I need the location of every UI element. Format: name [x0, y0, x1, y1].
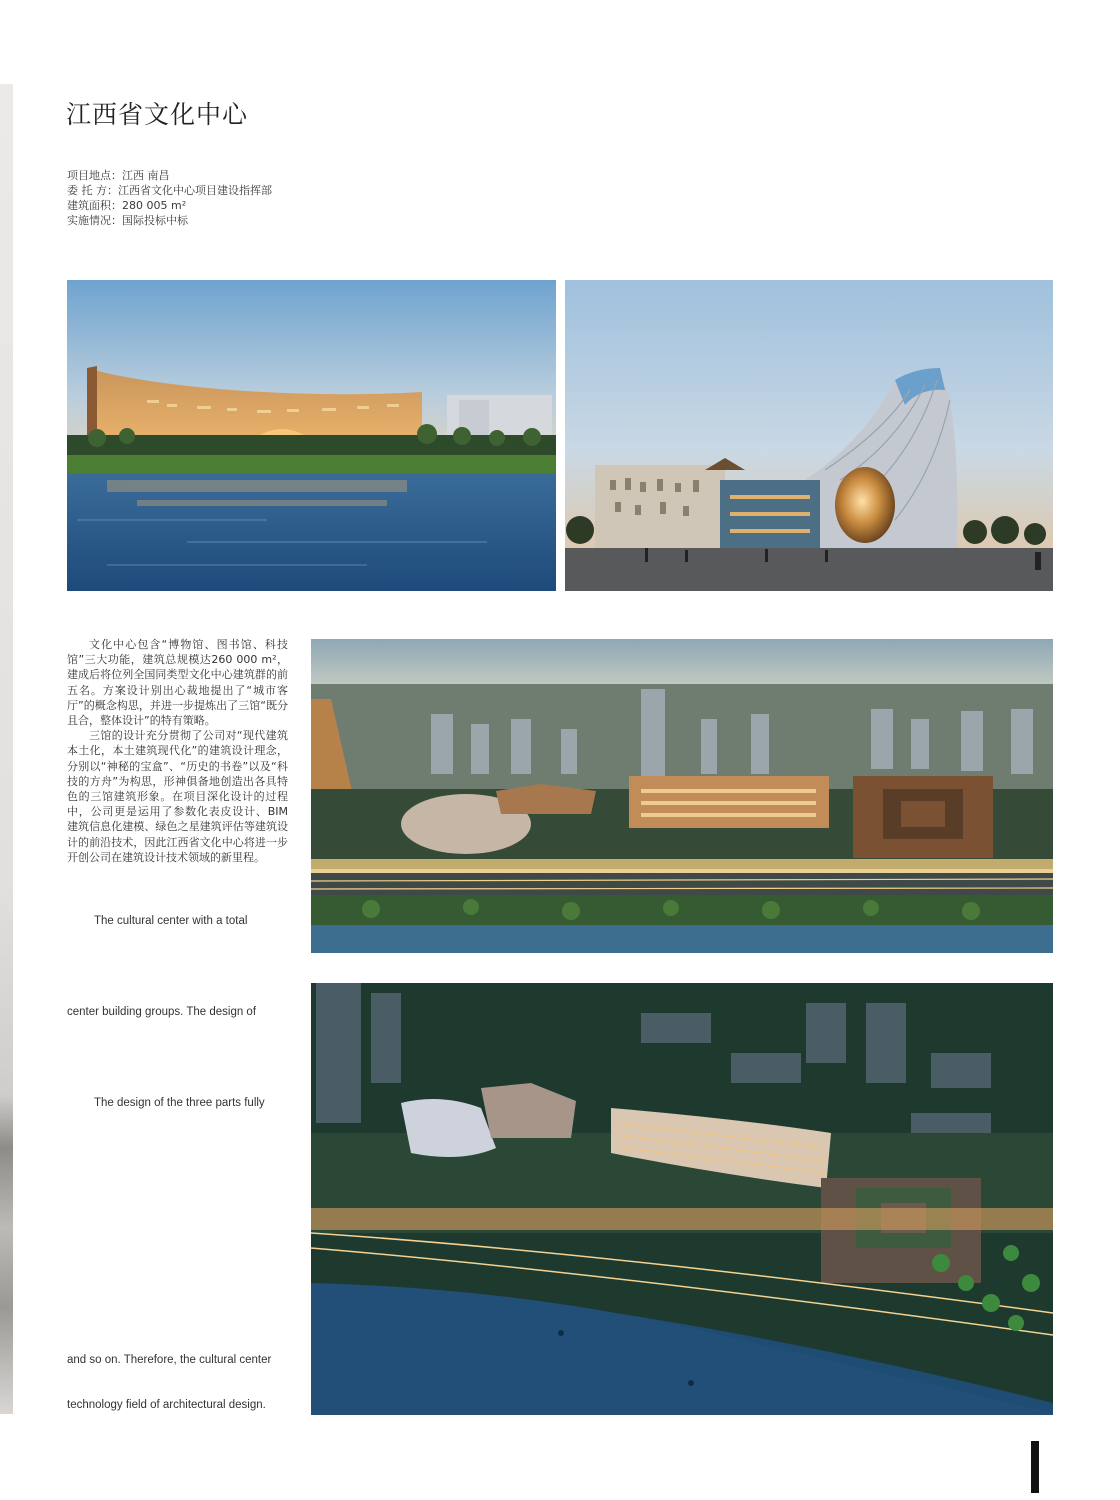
page-edge-strip	[0, 84, 13, 1414]
photo-science-museum-dusk	[565, 280, 1053, 591]
meta-client: 委 托 方：江西省文化中心项目建设指挥部	[67, 184, 272, 197]
page-marker	[1031, 1441, 1039, 1493]
meta-status: 实施情况：国际投标中标	[67, 214, 188, 227]
photo-library-river-view	[67, 280, 556, 591]
meta-area: 建筑面积：280 005 m²	[67, 199, 187, 212]
meta-location: 项目地点：江西 南昌	[67, 169, 170, 182]
body-text-english-5: technology field of architectural design.	[67, 1399, 266, 1411]
body-text-chinese	[67, 637, 288, 865]
page-title: 江西省文化中心	[66, 100, 249, 129]
photo-aerial-night-view	[311, 983, 1053, 1415]
body-paragraph-2: 三馆的设计充分贯彻了公司对“现代建筑本土化，本土建筑现代化”的建筑设计理念，分别以“神秘的宝盒”、“历史的书卷”以及“科技的方舟”为构思，形神俱备地创造出各具特色的三馆建筑形象。在项目深化设计的过程中，公司更是运用了参数化表皮设计、BIM 建筑信息化建模、绿色之星建筑评估等建筑设计的前沿技术，因此江西省文化中心将进一步开创公司在建筑设计技术领域的新里程。	[67, 729, 288, 864]
body-text-english-3: The design of the three parts fully	[94, 1097, 265, 1109]
body-text-english-4: and so on. Therefore, the cultural center	[67, 1354, 272, 1366]
body-paragraph-1: 文化中心包含“博物馆、图书馆、科技馆”三大功能，建筑总规模达260 000 m²，建成后将位列全国同类型文化中心建筑群的前五名。方案设计别出心裁地提出了“城市客厅”的概念构思，并进一步提炼出了三馆“既分且合，整体设计”的特有策略。	[67, 638, 288, 728]
project-meta	[67, 168, 272, 228]
body-text-english-1: The cultural center with a total	[94, 915, 248, 927]
body-text-english-2: center building groups. The design of	[67, 1006, 257, 1018]
photo-aerial-dusk-view	[311, 639, 1053, 953]
